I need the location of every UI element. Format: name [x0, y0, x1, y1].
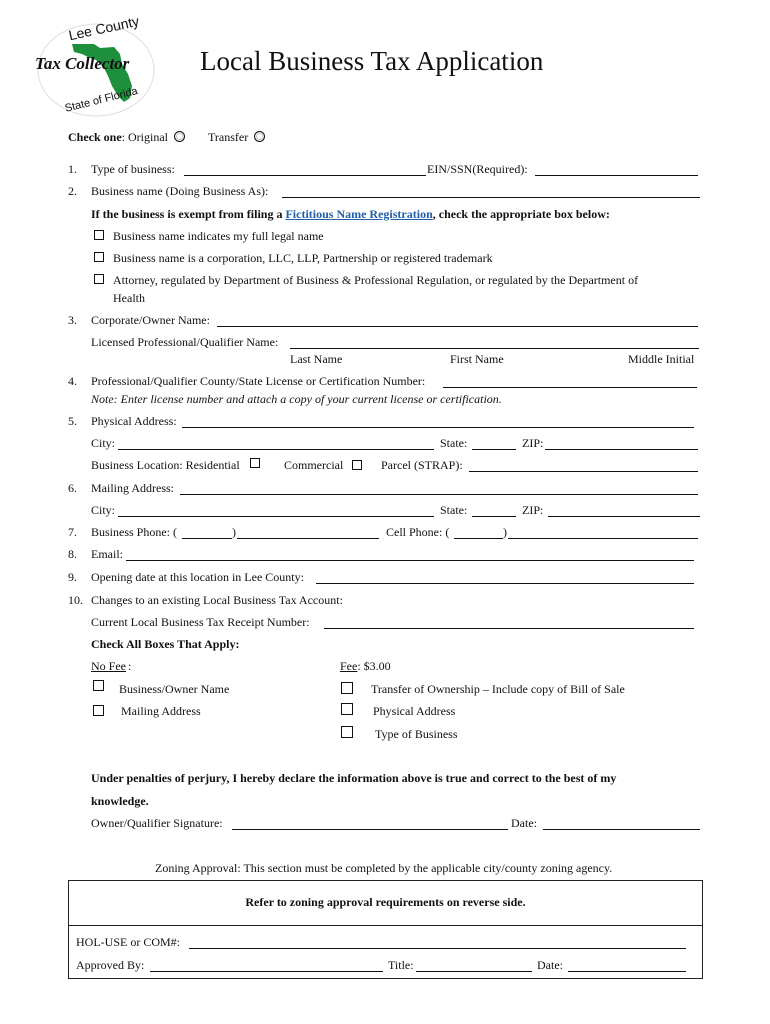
exempt-instruction	[91, 207, 610, 222]
mailing-address-change-label: Mailing Address	[121, 704, 201, 718]
zoning-title-label: Title:	[388, 958, 414, 972]
item-7-num: 7.	[68, 525, 77, 539]
logo-bottom-text: State of Florida	[63, 85, 139, 115]
page-title: Local Business Tax Application	[200, 46, 544, 76]
business-phone-area-input[interactable]	[182, 538, 232, 539]
commercial-checkbox[interactable]	[352, 460, 362, 470]
item-2-num: 2.	[68, 184, 77, 198]
transfer-option	[208, 130, 265, 145]
physical-address-change-checkbox[interactable]	[341, 703, 353, 715]
business-phone-close: )	[232, 525, 236, 539]
perjury-statement-line1: Under penalties of perjury, I hereby declare the information above is true and correct to the best of my	[91, 771, 617, 785]
owner-name-change-label: Business/Owner Name	[119, 682, 230, 696]
mailing-city-label: City:	[91, 503, 116, 517]
exempt-suffix: , check the appropriate box below:	[432, 207, 610, 221]
fee-label: Fee	[340, 659, 358, 673]
receipt-number-label: Current Local Business Tax Receipt Number:	[91, 615, 310, 629]
mailing-state-label: State:	[440, 503, 468, 517]
changes-label: Changes to an existing Local Business Tax Account:	[91, 593, 343, 607]
physical-zip-input[interactable]	[545, 449, 698, 450]
business-phone-input[interactable]	[237, 538, 379, 539]
perjury-statement-line2: knowledge.	[91, 794, 149, 808]
mailing-zip-label: ZIP:	[522, 503, 544, 517]
cell-phone-input[interactable]	[508, 538, 698, 539]
item-3-num: 3.	[68, 313, 77, 327]
license-note: Note: Enter license number and attach a copy of your current license or certification.	[91, 392, 502, 406]
no-fee-heading: No Fee	[91, 659, 126, 673]
cell-phone-area-input[interactable]	[454, 538, 503, 539]
parcel-label: Parcel (STRAP):	[381, 458, 463, 472]
signature-date-input[interactable]	[543, 829, 700, 830]
owner-name-label: Corporate/Owner Name:	[91, 313, 210, 327]
type-of-business-input[interactable]	[184, 175, 426, 176]
exempt-option-2: Business name is a corporation, LLC, LLP, Partnership or registered trademark	[113, 251, 493, 265]
logo-main-text: Tax Collector	[35, 54, 130, 73]
exempt-option-1: Business name indicates my full legal name	[113, 229, 324, 243]
item-5-num: 5.	[68, 414, 77, 428]
transfer-ownership-label: Transfer of Ownership – Include copy of Bill of Sale	[371, 682, 625, 696]
logo-top-text: Lee County	[67, 12, 141, 44]
signature-date-label: Date:	[511, 816, 537, 830]
fee-heading	[340, 659, 391, 674]
original-radio[interactable]	[174, 131, 185, 142]
zoning-box	[68, 880, 703, 979]
check-one-row: Check one: Original	[68, 130, 185, 145]
business-name-input[interactable]	[282, 197, 700, 198]
zoning-intro: Zoning Approval: This section must be completed by the applicable city/county zoning agency.	[155, 861, 613, 875]
exempt-corporation-checkbox[interactable]	[94, 252, 104, 262]
hol-use-input[interactable]	[189, 948, 686, 949]
business-phone-label: Business Phone: (	[91, 525, 178, 539]
signature-input[interactable]	[232, 829, 508, 830]
logo	[34, 14, 164, 119]
approved-by-input[interactable]	[150, 971, 383, 972]
opening-date-label: Opening date at this location in Lee County:	[91, 570, 304, 584]
physical-state-label: State:	[440, 436, 468, 450]
email-input[interactable]	[126, 560, 694, 561]
physical-state-input[interactable]	[472, 449, 516, 450]
approved-by-label: Approved By:	[76, 958, 145, 972]
zoning-box-header	[69, 881, 702, 926]
check-one-label: Check one	[68, 130, 122, 144]
opening-date-input[interactable]	[316, 583, 694, 584]
first-name-caption: First Name	[450, 352, 504, 366]
residential-checkbox[interactable]	[250, 458, 260, 468]
original-label: Original	[128, 130, 169, 144]
exempt-attorney-checkbox[interactable]	[94, 274, 104, 284]
item-10-num: 10.	[68, 593, 83, 607]
type-of-business-change-label: Type of Business	[375, 727, 458, 741]
zoning-box-title: Refer to zoning approval requirements on reverse side.	[245, 895, 526, 909]
last-name-caption: Last Name	[290, 352, 343, 366]
mailing-address-input[interactable]	[180, 494, 698, 495]
middle-initial-caption: Middle Initial	[628, 352, 695, 366]
transfer-ownership-checkbox[interactable]	[341, 682, 353, 694]
check-all-heading: Check All Boxes That Apply:	[91, 637, 240, 651]
zoning-date-label: Date:	[537, 958, 563, 972]
mailing-state-input[interactable]	[472, 516, 516, 517]
license-number-label: Professional/Qualifier County/State License or Certification Number:	[91, 374, 426, 388]
receipt-number-input[interactable]	[324, 628, 694, 629]
cell-phone-close: )	[503, 525, 507, 539]
physical-city-label: City:	[91, 436, 116, 450]
item-8-num: 8.	[68, 547, 77, 561]
business-name-label: Business name (Doing Business As):	[91, 184, 269, 198]
type-of-business-change-checkbox[interactable]	[341, 726, 353, 738]
exempt-option-3: Attorney, regulated by Department of Business & Professional Regulation, or regulated by the Department of	[113, 273, 639, 287]
mailing-city-input[interactable]	[118, 516, 434, 517]
mailing-address-change-checkbox[interactable]	[93, 705, 104, 716]
physical-city-input[interactable]	[118, 449, 434, 450]
exempt-full-legal-name-checkbox[interactable]	[94, 230, 104, 240]
zoning-date-input[interactable]	[568, 971, 686, 972]
zoning-title-input[interactable]	[416, 971, 532, 972]
exempt-prefix: If the business is exempt from filing a	[91, 207, 286, 221]
qualifier-name-input[interactable]	[290, 348, 699, 349]
commercial-label: Commercial	[284, 458, 344, 472]
signature-label: Owner/Qualifier Signature:	[91, 816, 223, 830]
item-4-num: 4.	[68, 374, 77, 388]
physical-address-change-label: Physical Address	[373, 704, 456, 718]
ein-label: EIN/SSN(Required):	[427, 162, 528, 176]
transfer-radio[interactable]	[254, 131, 265, 142]
item-6-num: 6.	[68, 481, 77, 495]
physical-address-input[interactable]	[182, 427, 694, 428]
cell-phone-label: Cell Phone: (	[386, 525, 450, 539]
physical-address-label: Physical Address:	[91, 414, 177, 428]
owner-name-change-checkbox[interactable]	[93, 680, 104, 691]
item-9-num: 9.	[68, 570, 77, 584]
fee-amount: : $3.00	[357, 659, 391, 673]
ein-input[interactable]	[535, 175, 698, 176]
physical-zip-label: ZIP:	[522, 436, 544, 450]
hol-use-label: HOL-USE or COM#:	[76, 935, 180, 949]
fictitious-name-link[interactable]: Fictitious Name Registration	[285, 207, 433, 221]
no-fee-colon: :	[128, 659, 132, 673]
type-of-business-label: Type of business:	[91, 162, 175, 176]
transfer-label: Transfer	[208, 130, 249, 144]
business-location-label: Business Location: Residential	[91, 458, 240, 472]
owner-name-input[interactable]	[217, 326, 698, 327]
email-label: Email:	[91, 547, 123, 561]
exempt-option-3-cont: Health	[113, 291, 145, 305]
qualifier-name-label: Licensed Professional/Qualifier Name:	[91, 335, 279, 349]
license-number-input[interactable]	[443, 387, 697, 388]
mailing-zip-input[interactable]	[548, 516, 700, 517]
item-1-num: 1.	[68, 162, 77, 176]
mailing-address-label: Mailing Address:	[91, 481, 174, 495]
parcel-input[interactable]	[469, 471, 698, 472]
